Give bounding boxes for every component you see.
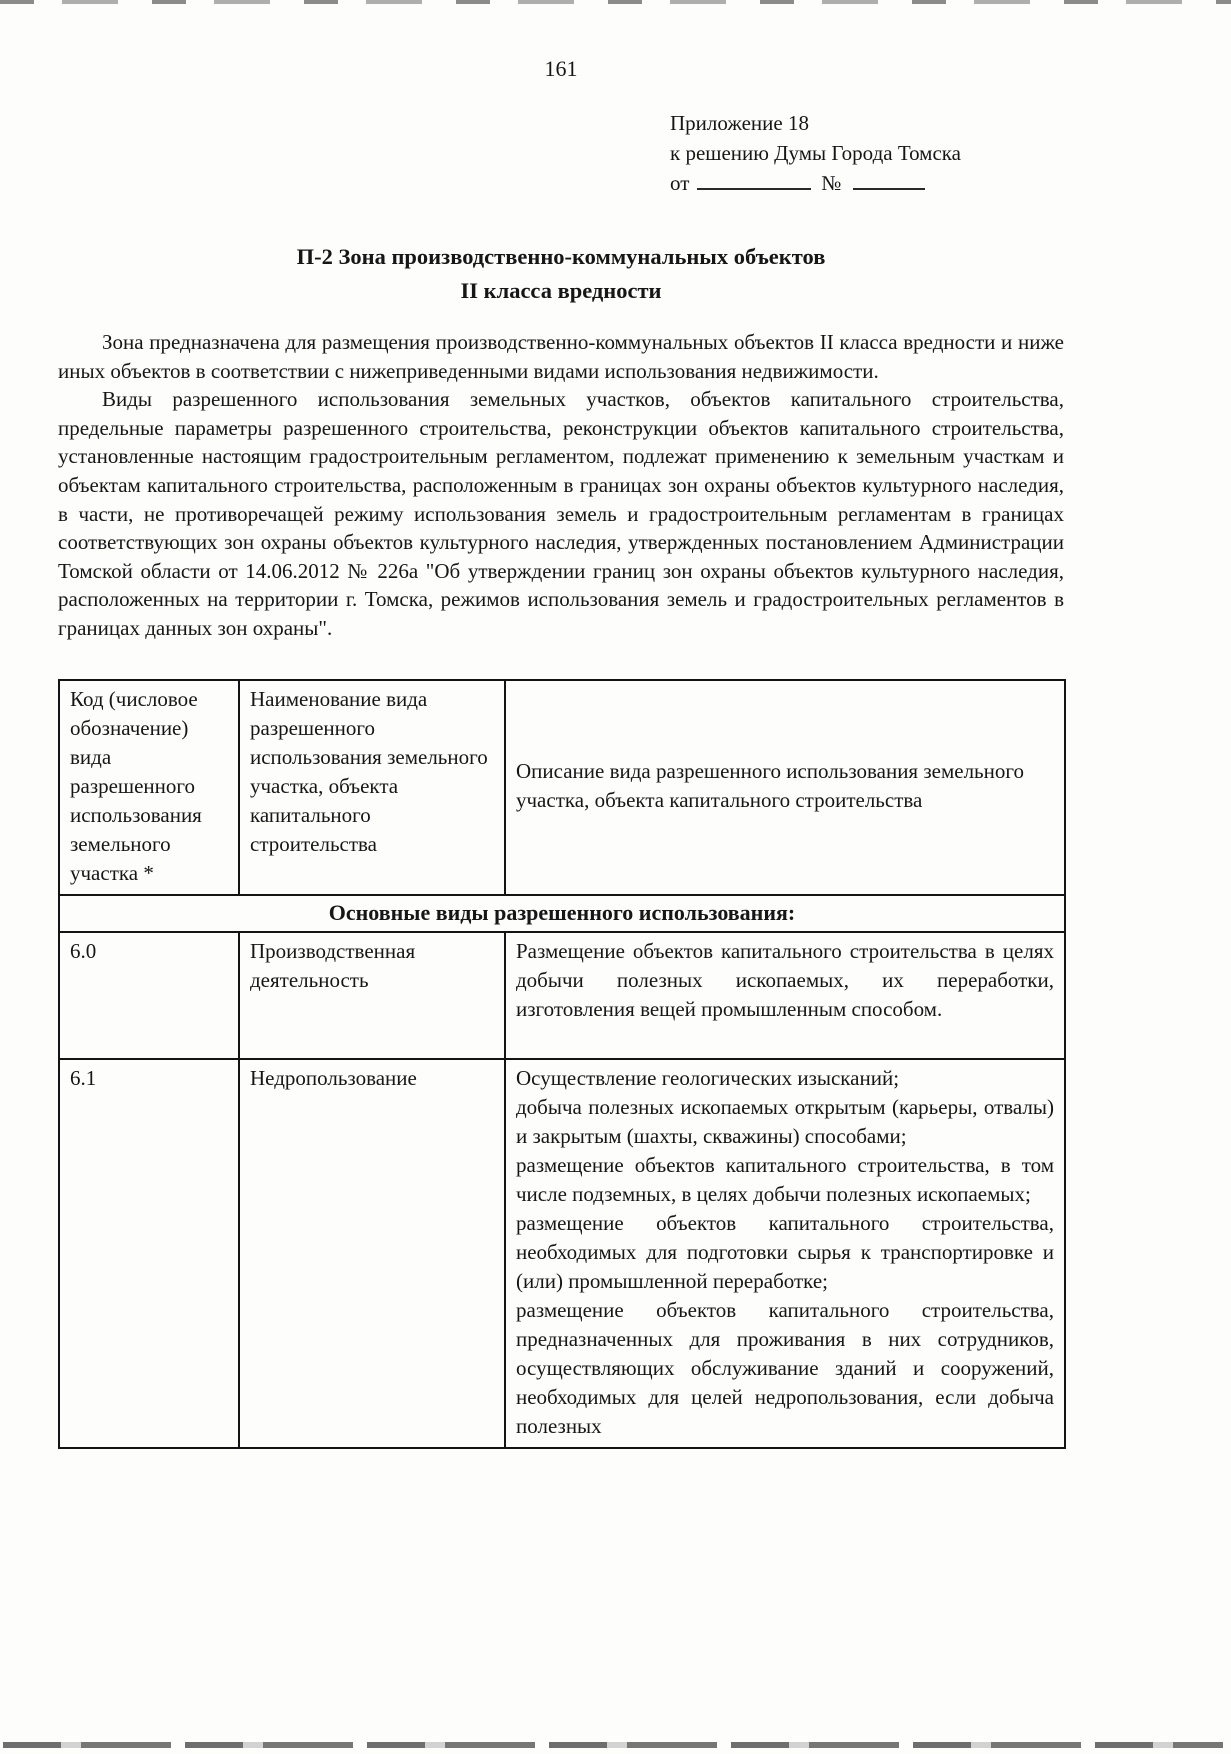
description-cell <box>505 932 1065 1059</box>
land-use-table <box>58 679 1066 1449</box>
description-paragraph: размещение объектов капитального строительства, предназначенных для проживания в них сотрудников, осуществляющих обслуживание зданий и сооружений, необходимых для целей недропользования, если добыча полезных <box>516 1297 1054 1438</box>
table-header-name: Наименование вида разрешенного использования земельного участка, объекта капитального строительства <box>239 680 505 895</box>
name-cell: Производственная деятельность <box>239 932 505 1059</box>
table-section-row <box>59 895 1065 932</box>
page-number: 161 <box>544 56 578 81</box>
date-blank-line <box>697 171 811 190</box>
scan-artifact-bottom <box>3 1742 1223 1748</box>
document-title-line-2: II класса вредности <box>460 278 662 303</box>
table-row-6-1 <box>59 1059 1065 1448</box>
code-cell: 6.0 <box>59 932 239 1059</box>
number-blank-line <box>853 171 925 190</box>
description-cell <box>505 1059 1065 1448</box>
description-paragraph: добыча полезных ископаемых открытым (карьеры, отвалы) и закрытым (шахты, скважины) способами; <box>516 1094 1054 1148</box>
document-title <box>58 240 1064 308</box>
description-paragraph: размещение объектов капитального строительства, необходимых для подготовки сырья к транспортировке и (или) промышленной переработке; <box>516 1210 1054 1293</box>
number-sign-label: № <box>821 171 842 195</box>
page-content <box>58 0 1064 1449</box>
table-header-code: Код (числовое обозначение) вида разрешенного использования земельного участка * <box>59 680 239 895</box>
appendix-line-1: Приложение 18 <box>670 111 809 135</box>
intro-paragraph-2: Виды разрешенного использования земельных участков, объектов капитального строительства, предельные параметры разрешенного строительства, реконструкции объектов капитального строительства, установленные настоящим градостроительным регламентом, подлежат применению к земельным участкам и объектам капитального строительства, расположенным в границах зон охраны объектов культурного наследия, в части, не противоречащей режиму использования земель и градостроительным регламентам в границах соответствующих зон охраны объектов культурного наследия, утвержденных постановлением Администрации Томской области от 14.06.2012 № 226а "Об утверждении границ зон охраны объектов культурного наследия, расположенных на территории г. Томска, режимов использования земель и градостроительных регламентов в границах данных зон охраны". <box>58 387 1064 640</box>
description-paragraph: Размещение объектов капитального строительства в целях добычи полезных ископаемых, их переработки, изготовления вещей промышленным способом. <box>516 938 1054 1021</box>
description-paragraph: размещение объектов капитального строительства, в том числе подземных, в целях добычи полезных ископаемых; <box>516 1152 1054 1206</box>
from-label: от <box>670 171 690 195</box>
table-row-6-0 <box>59 932 1065 1059</box>
scan-artifact-top <box>0 0 1231 4</box>
document-title-line-1: П-2 Зона производственно-коммунальных объектов <box>296 244 826 269</box>
intro-paragraph-1: Зона предназначена для размещения производственно-коммунальных объектов II класса вредности и ниже иных объектов в соответствии с нижеприведенными видами использования недвижимости. <box>58 330 1064 383</box>
table-section-header: Основные виды разрешенного использования: <box>59 895 1065 932</box>
appendix-line-2: к решению Думы Города Томска <box>670 141 961 165</box>
table-header-description: Описание вида разрешенного использования земельного участка, объекта капитального строительства <box>505 680 1065 895</box>
table-header-row <box>59 680 1065 895</box>
name-cell: Недропользование <box>239 1059 505 1448</box>
code-cell: 6.1 <box>59 1059 239 1448</box>
appendix-block <box>670 108 1064 198</box>
description-paragraph: Осуществление геологических изысканий; <box>516 1065 900 1090</box>
appendix-date-line <box>670 168 1064 198</box>
